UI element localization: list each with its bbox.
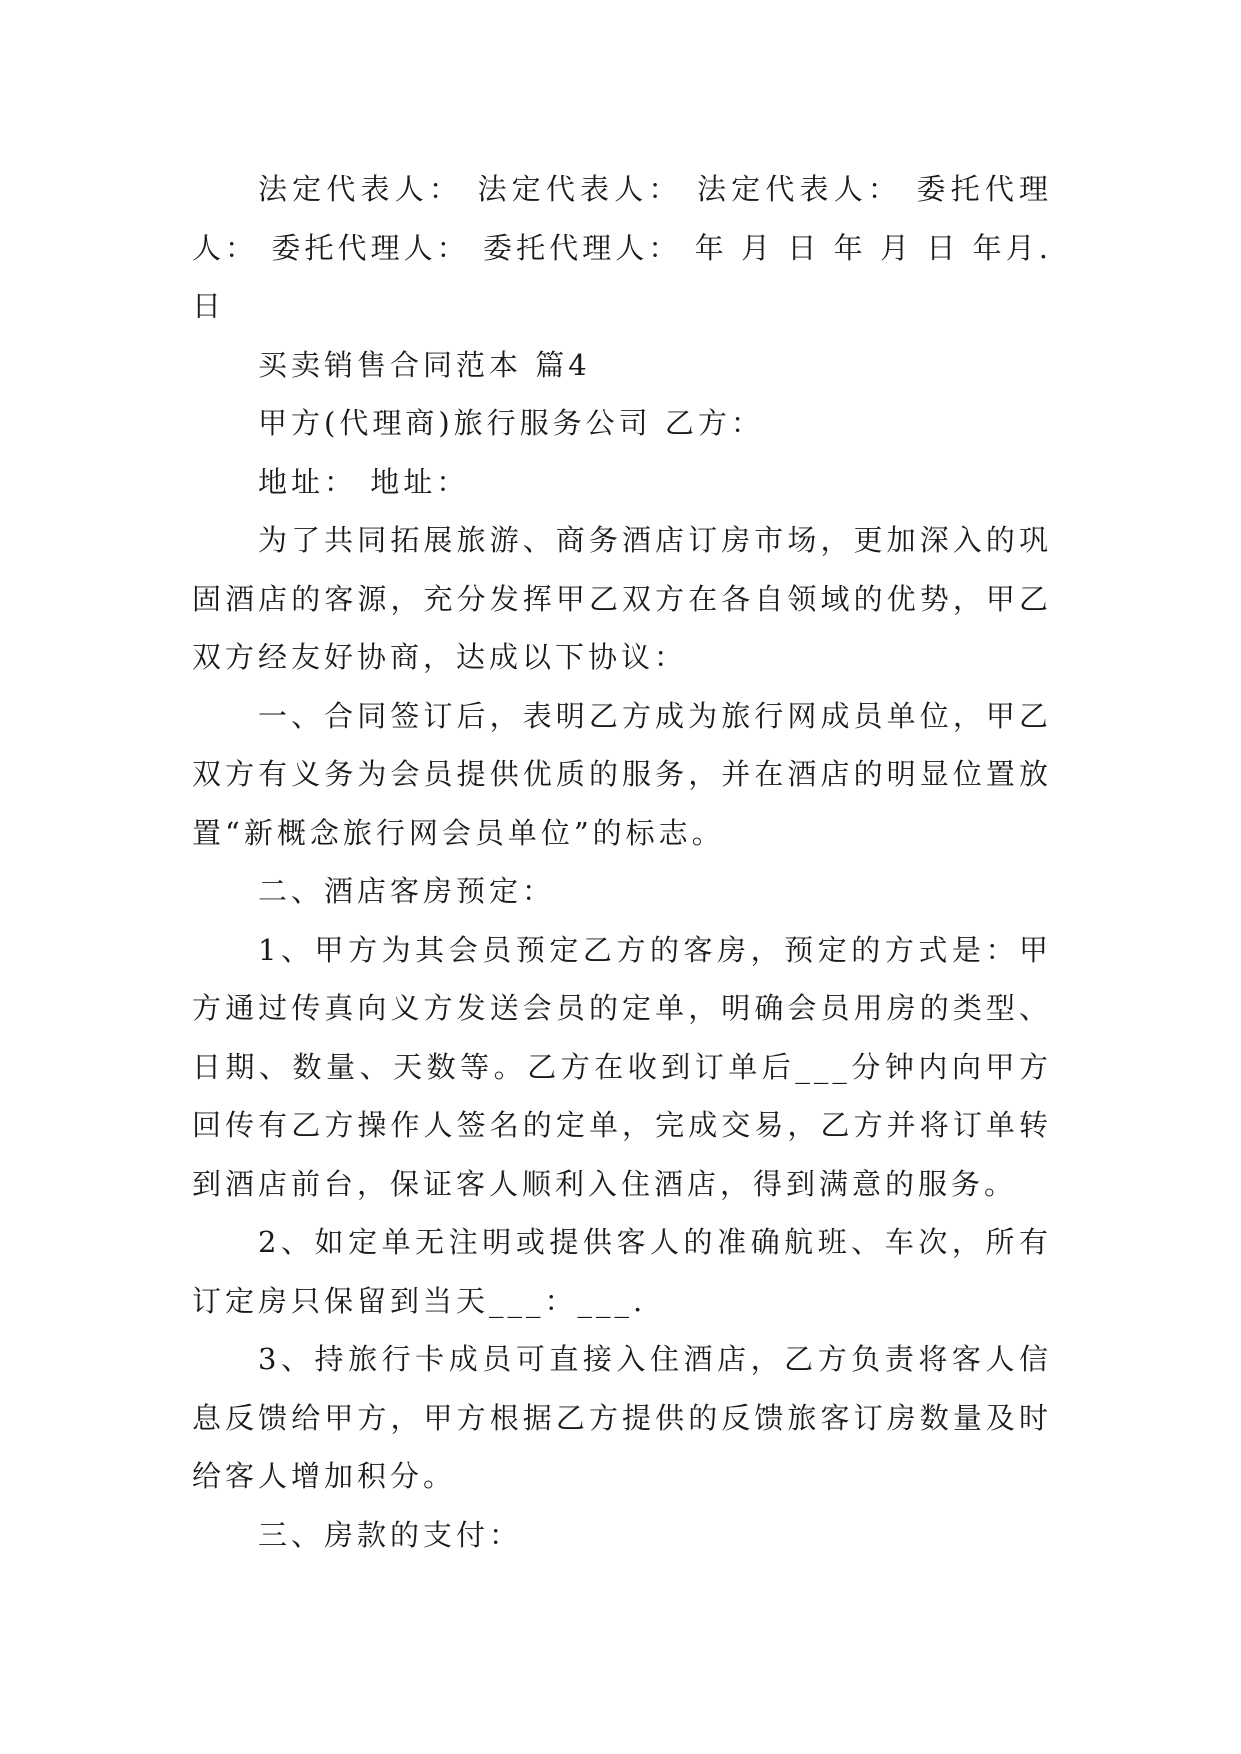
clause-3-heading: 三、房款的支付： <box>258 1517 523 1552</box>
party-line: 甲方(代理商)旅行服务公司 乙方： <box>258 406 764 440</box>
clause-2-item-3: 3、持旅行卡成员可直接入住酒店，乙方负责将客人信息反馈给甲方，甲方根据乙方提供的反馈旅客订房数量及时给客人增加积分。 <box>192 1342 1052 1493</box>
signature-block: 法定代表人： 法定代表人： 法定代表人： 委托代理人： 委托代理人： 委托代理人： 年 月 日 年 月 日 年月.日 <box>192 172 1052 323</box>
clause-2-heading: 二、酒店客房预定： <box>258 874 556 908</box>
document-page <box>192 160 1052 1564</box>
clause-1-paragraph: 一、合同签订后，表明乙方成为旅行网成员单位，甲乙双方有义务为会员提供优质的服务，并在酒店的明显位置放置“新概念旅行网会员单位”的标志。 <box>192 698 1052 850</box>
intro-paragraph: 为了共同拓展旅游、商务酒店订房市场，更加深入的巩固酒店的客源，充分发挥甲乙双方在各自领域的优势，甲乙双方经友好协商，达成以下协议： <box>192 523 1052 674</box>
address-line: 地址： 地址： <box>258 464 470 499</box>
section-heading: 买卖销售合同范本 篇4 <box>258 347 591 382</box>
clause-2-item-1: 1、甲方为其会员预定乙方的客房，预定的方式是：甲方通过传真向义方发送会员的定单，明确会员用房的类型、日期、数量、天数等。乙方在收到订单后___分钟内向甲方回传有乙方操作人签名的定单，完成交易，乙方并将订单转到酒店前台，保证客人顺利入住酒店，得到满意的服务。 <box>192 932 1052 1201</box>
clause-2-item-2: 2、如定单无注明或提供客人的准确航班、车次，所有订定房只保留到当天___：___. <box>192 1225 1052 1318</box>
